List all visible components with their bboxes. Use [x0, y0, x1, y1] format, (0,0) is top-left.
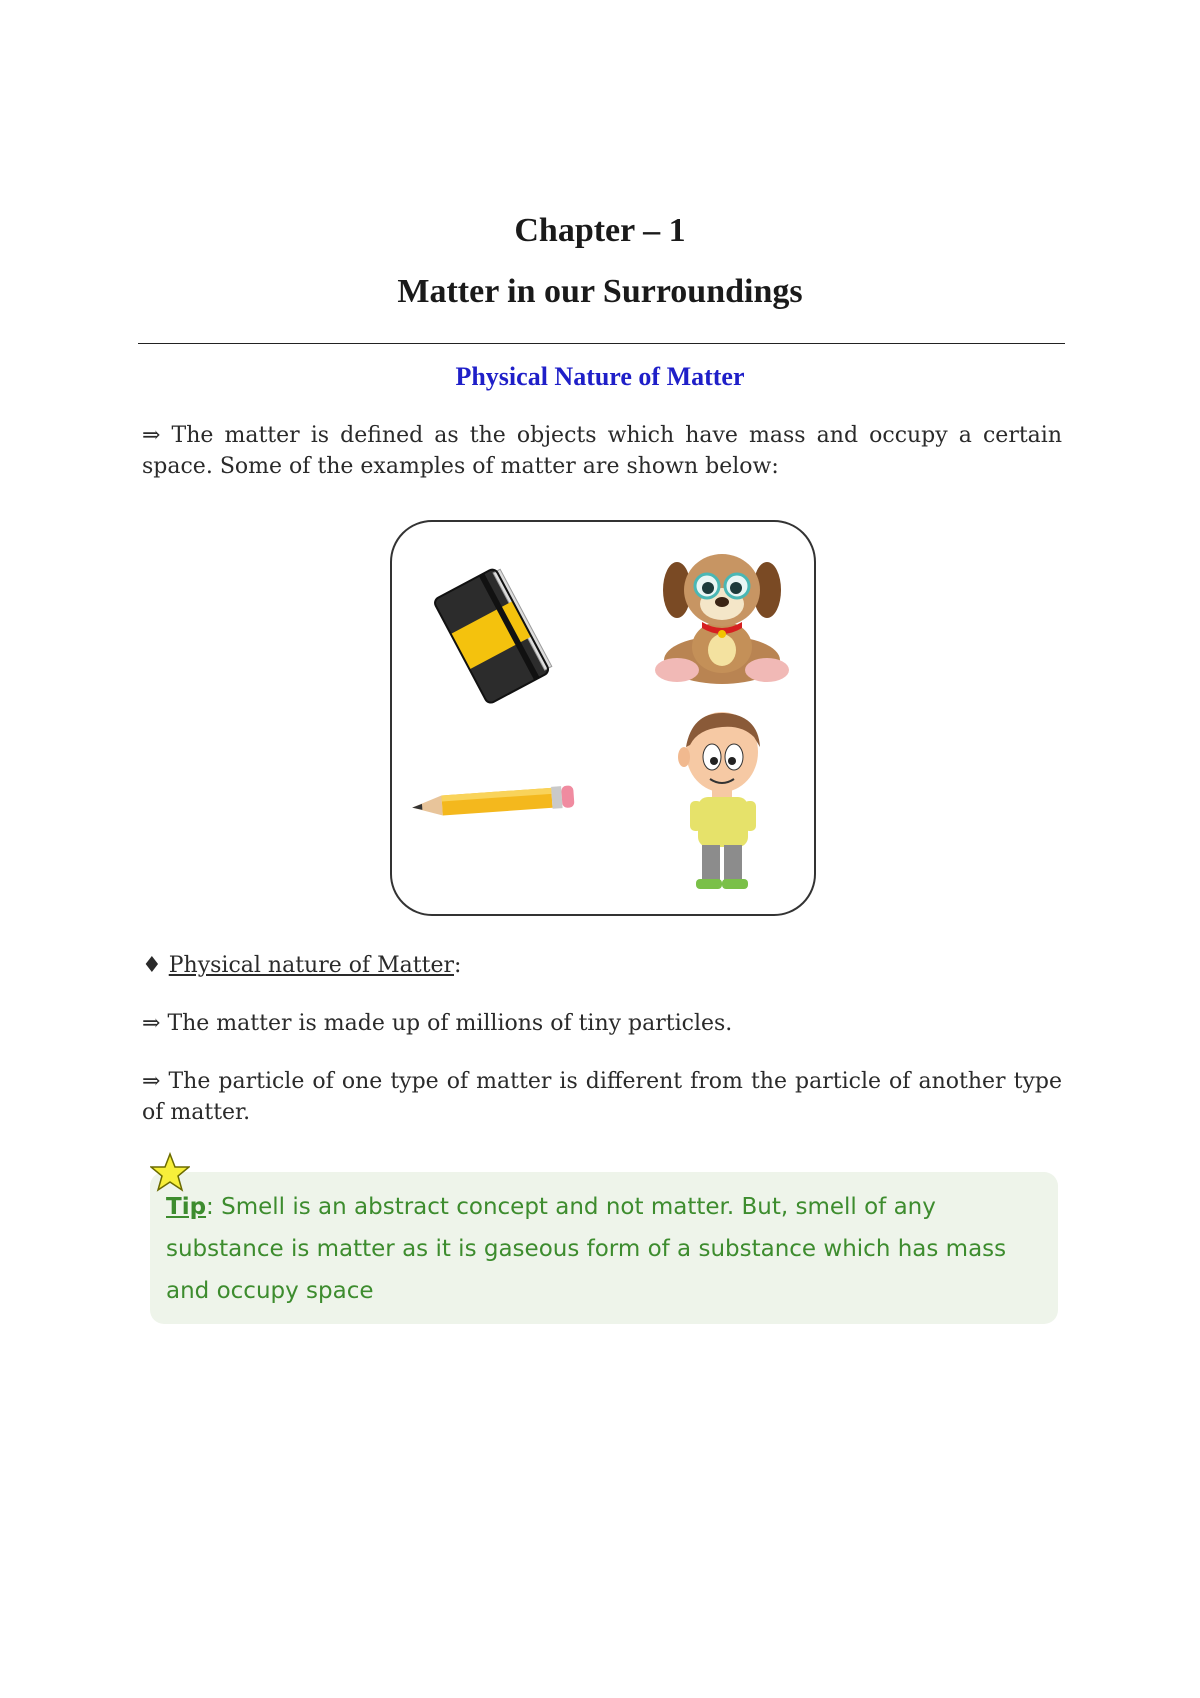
chapter-title: Matter in our Surroundings: [397, 273, 803, 310]
tip-text-block: [166, 1186, 1046, 1312]
bullet-suffix: :: [454, 953, 462, 978]
point-paragraph: [142, 1066, 1062, 1128]
point-text: The matter is made up of millions of tiny particles.: [167, 1011, 733, 1036]
section-heading: Physical Nature of Matter: [455, 362, 745, 391]
point-text: The particle of one type of matter is different from the particle of another type of matter.: [142, 1069, 1062, 1125]
pencil-icon: [402, 772, 582, 832]
star-icon: [150, 1152, 190, 1192]
chapter-number: Chapter – 1: [514, 212, 686, 249]
bullet-heading: [142, 950, 1062, 981]
tip-text: : Smell is an abstract concept and not matter. But, smell of any substance is matter as it is gaseous form of a substance which has mass and occupy space: [166, 1194, 1007, 1304]
arrow-glyph: ⇒: [142, 1069, 161, 1094]
tip-label: Tip: [166, 1194, 207, 1220]
intro-text: The matter is defined as the objects which have mass and occupy a certain space. Some of the examples of matter are shown below:: [142, 423, 1062, 479]
arrow-glyph: ⇒: [142, 1011, 161, 1036]
notebook-icon: [427, 557, 557, 717]
boy-icon: [662, 707, 782, 897]
puppy-icon: [647, 542, 797, 692]
point-paragraph: [142, 1008, 1062, 1039]
bullet-label: Physical nature of Matter: [168, 953, 454, 978]
diamond-bullet-icon: ♦: [142, 953, 162, 978]
arrow-glyph: ⇒: [142, 423, 161, 448]
intro-paragraph: [142, 420, 1062, 482]
matter-examples-figure: [390, 520, 816, 916]
title-divider: [138, 343, 1065, 344]
